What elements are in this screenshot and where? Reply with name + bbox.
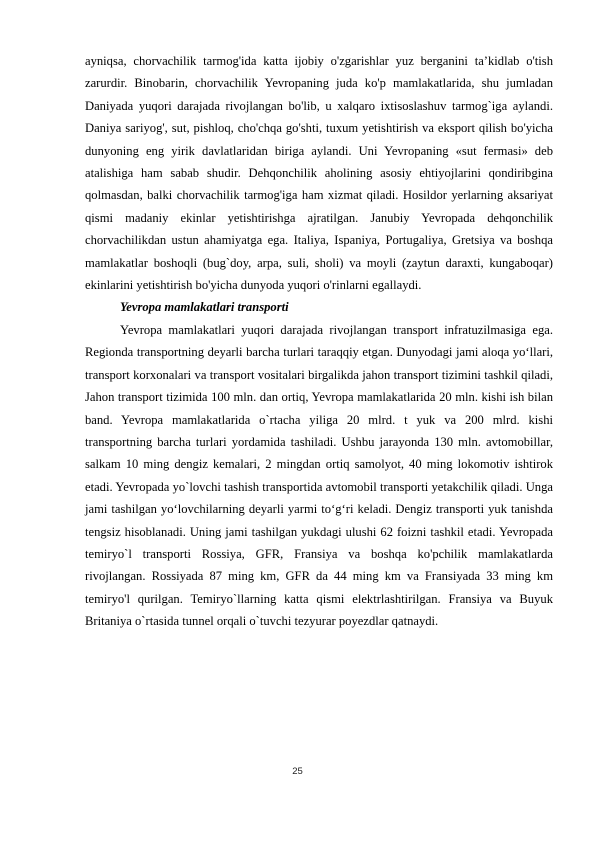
paragraph-transport: Yevropa mamlakatlari yuqori darajada rivojlangan transport infratuzilmasiga ega. Regionda transportning deyarli barcha turlari taraqqiy etgan. Dunyodagi jami aloqa yo‘llari, transport korxonalari va transport vositalari birgalikda jahon transport tizimini tashkil qiladi, Jahon transport tizimida 100 mln. dan ortiq, Yevropa mamlakatlarida 20 mln. kishi ish bilan band. Yevropa mamlakatlarida o`rtacha yiliga 20 mlrd. t yuk va 200 mlrd. kishi transportning barcha turlari yordamida tashiladi. Ushbu jarayonda 130 mln. avtomobillar, salkam 10 ming dengiz kemalari, 2 mingdan ortiq samolyot, 40 ming lokomotiv ishtirok etadi. Yevropada yo`lovchi tashish transportida avtomobil transporti yetakchilik qiladi. Unga jami tashilgan yo‘lovchilarning deyarli yarmi to‘g‘ri keladi. Dengiz transporti yuk tanishda tengsiz hisoblanadi. Uning jami tashilgan yukdagi ulushi 62 foizni tashkil etadi. Yevropada temiryo`l transporti Rossiya, GFR, Fransiya va boshqa ko'pchilik mamlakatlarda rivojlangan. Rossiyada 87 ming km, GFR da 44 ming km va Fransiyada 33 ming km temiryo'l qurilgan. Temiryo`llarning katta qismi elektrlashtirilgan. Fransiya va Buyuk Britaniya o`rtasida tunnel orqali o`tuvchi tezyurar poyezdlar qatnaydi. (85, 322, 553, 629)
page-body (85, 50, 553, 633)
page-number: 25 (292, 766, 303, 777)
paragraph-livestock: ayniqsa, chorvachilik tarmog'ida katta ijobiy o'zgarishlar yuz berganini ta’kidlab o'tish zarurdir. Binobarin, chorvachilik Yevropaning juda ko'p mamlakatlarida, shu jumladan Daniyada yuqori darajada rivojlangan bo'lib, u xalqaro ixtisoslashuv tarmog`iga aylandi. Daniya sariyog', sut, pishloq, cho'chqa go'shti, tuxum yetishtirish va eksport qilish bo'yicha dunyoning eng yirik davlatlaridan biriga aylandi. Uni Yevropaning «sut fermasi» deb atalishiga ham sabab shudir. Dehqonchilik aholining asosiy ehtiyojlarini qondiribgina qolmasdan, balki chorvachilik tarmog'iga ham xizmat qiladi. Hosildor yerlarning aksariyat qismi madaniy ekinlar yetishtirishga ajratilgan. Janubiy Yevropada dehqonchilik chorvachilikdan ustun ahamiyatga ega. Italiya, Ispaniya, Portugaliya, Gretsiya va boshqa mamlakatlar boshoqli (bug`doy, arpa, suli, sholi) va moyli (zaytun daraxti, kungaboqar) ekinlarini yetishtirish bo'yicha dunyoda yuqori o'rinlarni egallaydi. (85, 54, 553, 293)
section-heading: Yevropa mamlakatlari transporti (120, 300, 289, 315)
